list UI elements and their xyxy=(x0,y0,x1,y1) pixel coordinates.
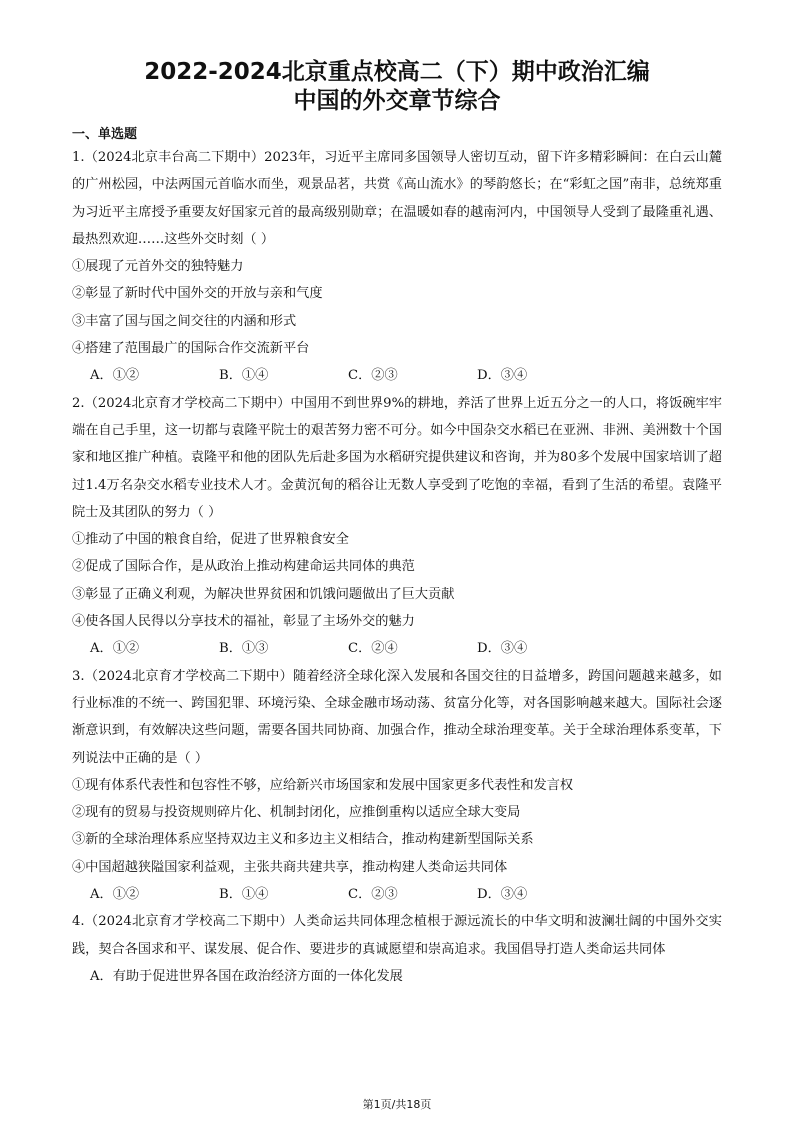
section-heading: 一、单选题 xyxy=(72,127,138,142)
statement-option: ①推动了中国的粮食自给，促进了世界粮食安全 xyxy=(72,532,349,548)
choice-a: A．有助于促进世界各国在政治经济方面的一体化发展 xyxy=(90,968,403,984)
choice-b: B．①④ xyxy=(219,368,269,384)
question-4 xyxy=(72,908,722,990)
choice-c: C．②③ xyxy=(348,368,398,384)
statement-option: ①现有体系代表性和包容性不够，应给新兴市场国家和发展中国家更多代表性和发言权 xyxy=(72,777,574,793)
statement-option: ④使各国人民得以分享技术的福祉，彰显了主场外交的魅力 xyxy=(72,614,415,630)
choice-c: C．②④ xyxy=(348,641,398,657)
choice-a: A．①② xyxy=(90,368,140,384)
choice-d: D．③④ xyxy=(477,641,528,657)
statement-option: ③彰显了正确义利观，为解决世界贫困和饥饿问题做出了巨大贡献 xyxy=(72,586,455,602)
statement-option: ②现有的贸易与投资规则碎片化、机制封闭化，应推倒重构以适应全球大变局 xyxy=(72,805,521,821)
question-stem: 4.（2024北京育才学校高二下期中）人类命运共同体理念植根于源远流长的中华文明和波澜壮阔的中国外交实践，契合各国求和平、谋发展、促合作、要进步的真诚愿望和崇高追求。我国倡导打造人类命运共同体 xyxy=(72,914,722,957)
choice-d: D．③④ xyxy=(477,368,528,384)
title-line-1: 2022-2024北京重点校高二（下）期中政治汇编 xyxy=(144,59,650,85)
question-1 xyxy=(72,144,722,390)
answer-choices xyxy=(72,635,722,662)
statement-option: ③丰富了国与国之间交往的内涵和形式 xyxy=(72,313,297,329)
question-3 xyxy=(72,663,722,909)
question-stem: 1.（2024北京丰台高二下期中）2023年，习近平主席同多国领导人密切互动，留下许多精彩瞬间：在白云山麓的广州松园，中法两国元首临水而坐，观景品茗，共赏《高山流水》的琴韵悠长；在“彩虹之国”南非，总统郑重为习近平主席授予重要友好国家元首的最高级别勋章；在温暖如春的越南河内，中国领导人受到了最隆重礼遇、最热烈欢迎……这些外交时刻（ ） xyxy=(72,150,722,247)
statement-option: ④搭建了范围最广的国际合作交流新平台 xyxy=(72,341,310,357)
statement-option: ③新的全球治理体系应坚持双边主义和多边主义相结合，推动构建新型国际关系 xyxy=(72,832,534,848)
choice-b: B．①④ xyxy=(219,887,269,903)
statement-option: ②彰显了新时代中国外交的开放与亲和气度 xyxy=(72,286,323,302)
answer-choices xyxy=(72,881,722,908)
question-2 xyxy=(72,390,722,663)
statement-option: ④中国超越狭隘国家利益观，主张共商共建共享，推动构建人类命运共同体 xyxy=(72,859,508,875)
title-line-2: 中国的外交章节综合 xyxy=(293,88,501,114)
question-stem: 2.（2024北京育才学校高二下期中）中国用不到世界9%的耕地，养活了世界上近五分之一的人口，将饭碗牢牢端在自己手里，这一切都与袁隆平院士的艰苦努力密不可分。如今中国杂交水稻已在亚洲、非洲、美洲数十个国家和地区推广种植。袁隆平和他的团队先后赴多国为水稻研究提供建议和咨询，并为80多个发展中国家培训了超过1.4万名杂交水稻专业技术人才。金黄沉甸的稻谷让无数人享受到了吃饱的幸福，看到了生活的希望。袁隆平院士及其团队的努力（ ） xyxy=(72,395,722,520)
choice-c: C．②③ xyxy=(348,887,398,903)
statement-option: ①展现了元首外交的独特魅力 xyxy=(72,259,244,275)
statement-option: ②促成了国际合作，是从政治上推动构建命运共同体的典范 xyxy=(72,559,415,575)
question-stem: 3.（2024北京育才学校高二下期中）随着经济全球化深入发展和各国交往的日益增多，跨国问题越来越多，如行业标准的不统一、跨国犯罪、环境污染、全球金融市场动荡、贫富分化等，对各国影响越来越大。国际社会逐渐意识到，有效解决这些问题，需要各国共同协商、加强合作，推动全球治理变革。关于全球治理体系变革，下列说法中正确的是（ ） xyxy=(72,668,722,766)
document-title xyxy=(72,58,722,116)
choice-a: A．①② xyxy=(90,641,140,657)
choice-b: B．①③ xyxy=(219,641,269,657)
answer-choices xyxy=(72,362,722,389)
choice-d: D．③④ xyxy=(477,887,528,903)
choice-a: A．①② xyxy=(90,887,140,903)
page-number: 第1页/共18页 xyxy=(362,1098,432,1111)
